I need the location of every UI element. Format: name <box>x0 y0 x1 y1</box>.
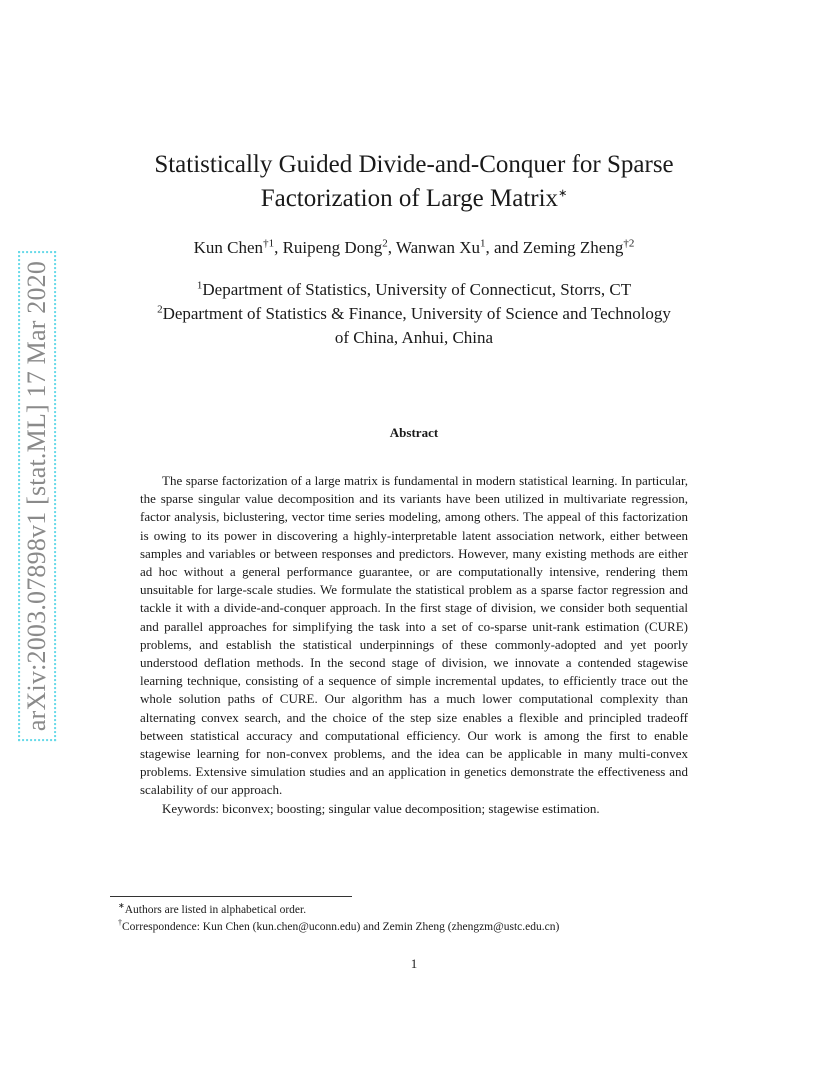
author-separator: , <box>387 238 396 257</box>
affiliation-text: Department of Statistics, University of Connecticut, Storrs, CT <box>202 280 632 299</box>
footnotes <box>110 902 730 936</box>
paper-title <box>80 148 748 216</box>
author-name: Wanwan Xu <box>395 238 480 257</box>
footnote-rule <box>110 896 352 897</box>
title-line-1: Statistically Guided Divide-and-Conquer for Sparse <box>154 151 674 178</box>
abstract-heading: Abstract <box>389 425 439 440</box>
author-name: Kun Chen <box>193 238 264 257</box>
affiliation-2-cont: of China, Anhui, China <box>334 328 494 347</box>
keywords-line: Keywords: biconvex; boosting; singular value decomposition; stagewise estimation. <box>162 800 600 816</box>
footnote-text: Correspondence: Kun Chen (kun.chen@uconn.edu) and Zemin Zheng (zhengzm@ustc.edu.cn) <box>122 921 560 933</box>
affiliation-mark: 1 <box>196 279 203 292</box>
author-mark: †1 <box>263 237 275 250</box>
author-mark: 1 <box>480 237 486 250</box>
author-name: Zeming Zheng <box>522 238 624 257</box>
author-list <box>80 238 748 258</box>
footnote-2 <box>110 919 730 936</box>
affiliation-text: Department of Statistics & Finance, University of Science and Technology <box>162 304 671 323</box>
author-separator: , and <box>485 238 523 257</box>
affiliation-2 <box>80 302 748 326</box>
title-line-2-text: Factorization of Large Matrix <box>260 185 559 212</box>
author-name: Ruipeng Dong <box>282 238 383 257</box>
affiliation-1 <box>80 278 748 302</box>
footnote-1 <box>110 902 730 919</box>
author-mark: 2 <box>382 237 388 250</box>
affiliation-mark: 2 <box>157 303 163 316</box>
page-number: 1 <box>410 956 418 971</box>
author-separator: , <box>274 238 283 257</box>
affiliations <box>80 278 748 350</box>
footnote-mark: † <box>118 918 122 928</box>
arxiv-identifier[interactable]: arXiv:2003.07898v1 [stat.ML] 17 Mar 2020 <box>18 251 56 741</box>
footnote-mark: ∗ <box>118 901 125 911</box>
title-line-2 <box>80 182 748 216</box>
abstract-body <box>140 472 688 818</box>
author-mark: †2 <box>623 237 635 250</box>
footnote-text: Authors are listed in alphabetical order. <box>124 904 307 916</box>
abstract-paragraph: The sparse factorization of a large matrix is fundamental in modern statistical learning. In particular, the sparse singular value decomposition and its variants have been utilized in multivariate regression, factor analysis, biclustering, vector time series modeling, among others. The appeal of this factorization is owing to its power in discovering a highly-interpretable latent association network, either between samples and variables or between responses and predictors. However, many existing methods are either ad hoc without a general performance guarantee, or are computationally intensive, rendering them unsuitable for large-scale studies. We formulate the statistical problem as a sparse factor regression and tackle it with a divide-and-conquer approach. In the first stage of division, we consider both sequential and parallel approaches for simplifying the task into a set of co-sparse unit-rank estimation (CURE) problems, and establish the statistical underpinnings of these commonly-adopted and yet poorly understood deflation methods. In the second stage of division, we innovate a contended stagewise learning technique, consisting of a sequence of simple incremental updates, to efficiently trace out the whole solution paths of CURE. Our algorithm has a much lower computational complexity than alternating convex search, and the choice of the step size enables a flexible and principled tradeoff between statistical accuracy and computational efficiency. Our work is among the first to enable stagewise learning for non-convex problems, and the idea can be applicable in many multi-convex problems. Extensive simulation studies and an application in genetics demonstrate the effectiveness and scalability of our approach. <box>140 473 688 798</box>
arxiv-sidebar-stamp <box>20 240 54 752</box>
title-footnote-mark: ∗ <box>558 187 568 200</box>
